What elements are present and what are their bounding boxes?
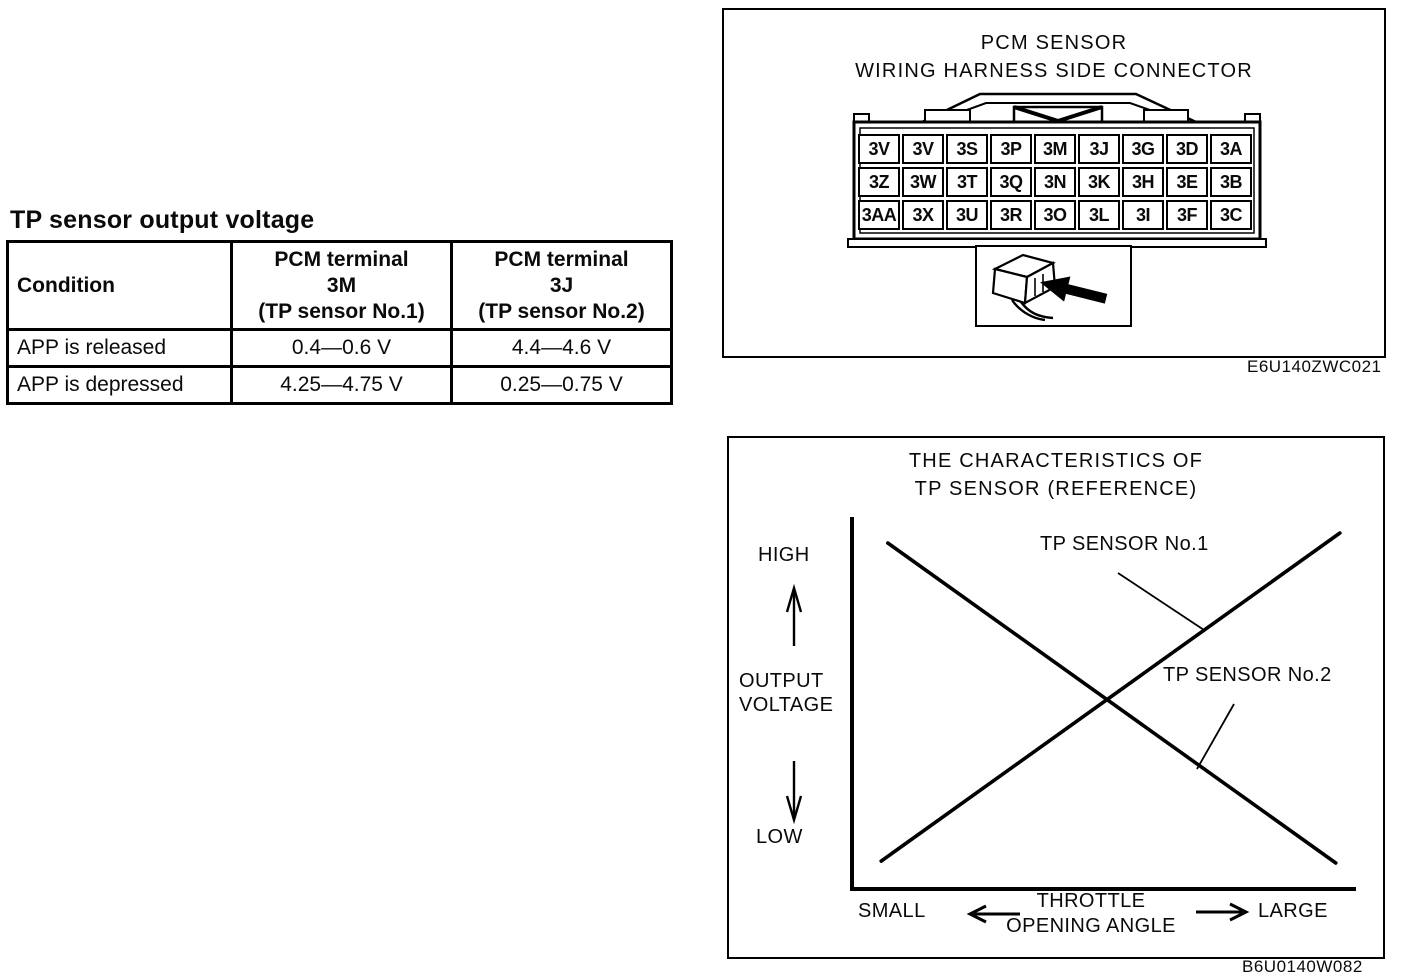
connector-pin-r2-c5: 3N bbox=[1034, 167, 1076, 197]
connector-pin-r3-c5: 3O bbox=[1034, 200, 1076, 230]
y-axis-high-label: HIGH bbox=[758, 544, 810, 566]
connector-pin-r1-c6: 3J bbox=[1078, 134, 1120, 164]
connector-title-line1: PCM SENSOR bbox=[980, 32, 1128, 54]
y-axis-title-line1: OUTPUT bbox=[739, 670, 824, 692]
leader-line-sensor1 bbox=[1118, 573, 1204, 630]
connector-pin-r3-c8: 3F bbox=[1166, 200, 1208, 230]
connector-figure-panel bbox=[722, 8, 1386, 358]
connector-pin-r1-c8: 3D bbox=[1166, 134, 1208, 164]
connector-pin-r3-c9: 3C bbox=[1210, 200, 1252, 230]
leader-line-sensor2 bbox=[1197, 704, 1234, 769]
connector-pin-r2-c1: 3Z bbox=[858, 167, 900, 197]
connector-pin-r2-c9: 3B bbox=[1210, 167, 1252, 197]
series-label-tp-sensor-no1: TP SENSOR No.1 bbox=[1040, 533, 1209, 555]
chart-figure-code: B6U0140W082 bbox=[1242, 957, 1363, 976]
y-axis-low-label: LOW bbox=[756, 826, 803, 848]
value-cell: 0.4—0.6 V bbox=[232, 330, 452, 367]
connector-pin-grid bbox=[858, 134, 1252, 230]
condition-cell: APP is depressed bbox=[8, 367, 232, 404]
connector-pin-r2-c3: 3T bbox=[946, 167, 988, 197]
connector-pin-r1-c7: 3G bbox=[1122, 134, 1164, 164]
chart-title-line1: THE CHARACTERISTICS OF bbox=[908, 450, 1204, 472]
connector-pin-r3-c6: 3L bbox=[1078, 200, 1120, 230]
connector-pin-r2-c2: 3W bbox=[902, 167, 944, 197]
condition-cell: APP is released bbox=[8, 330, 232, 367]
x-axis-title-line1: THROTTLE bbox=[1036, 890, 1146, 912]
connector-pin-r1-c9: 3A bbox=[1210, 134, 1252, 164]
chart-line-tp-sensor-no-1 bbox=[881, 533, 1340, 861]
value-cell: 0.25—0.75 V bbox=[452, 367, 672, 404]
connector-title-line2: WIRING HARNESS SIDE CONNECTOR bbox=[855, 60, 1253, 82]
connector-pin-r2-c4: 3Q bbox=[990, 167, 1032, 197]
connector-pin-r1-c5: 3M bbox=[1034, 134, 1076, 164]
connector-pin-r2-c7: 3H bbox=[1122, 167, 1164, 197]
table-header-row bbox=[8, 242, 672, 330]
table-row bbox=[8, 330, 672, 367]
connector-pin-r1-c1: 3V bbox=[858, 134, 900, 164]
table-title: TP sensor output voltage bbox=[10, 206, 315, 234]
connector-pin-r2-c6: 3K bbox=[1078, 167, 1120, 197]
value-cell: 4.25—4.75 V bbox=[232, 367, 452, 404]
tp-sensor-voltage-table bbox=[6, 240, 673, 405]
connector-pin-r1-c4: 3P bbox=[990, 134, 1032, 164]
chart-title-line2: TP SENSOR (REFERENCE) bbox=[914, 478, 1198, 500]
connector-pin-r3-c4: 3R bbox=[990, 200, 1032, 230]
connector-pin-r3-c3: 3U bbox=[946, 200, 988, 230]
plug-pictogram-box bbox=[975, 245, 1132, 327]
connector-pin-r1-c3: 3S bbox=[946, 134, 988, 164]
x-axis-title-line2: OPENING ANGLE bbox=[1006, 915, 1176, 937]
col-header-terminal-3j: PCM terminal 3J (TP sensor No.2) bbox=[452, 242, 672, 330]
chart-line-tp-sensor-no-2 bbox=[888, 543, 1336, 863]
col-header-terminal-3m: PCM terminal 3M (TP sensor No.1) bbox=[232, 242, 452, 330]
chart-series-lines bbox=[881, 533, 1340, 863]
arrow-up-icon bbox=[787, 588, 801, 646]
arrow-down-icon bbox=[787, 761, 801, 820]
x-axis-large-label: LARGE bbox=[1258, 900, 1328, 922]
connector-pin-r3-c7: 3I bbox=[1122, 200, 1164, 230]
y-axis-title-line2: VOLTAGE bbox=[739, 694, 834, 716]
connector-pin-r3-c1: 3AA bbox=[858, 200, 900, 230]
x-axis-small-label: SMALL bbox=[858, 900, 926, 922]
connector-pin-r2-c8: 3E bbox=[1166, 167, 1208, 197]
series-label-tp-sensor-no2: TP SENSOR No.2 bbox=[1163, 664, 1332, 686]
connector-pin-r3-c2: 3X bbox=[902, 200, 944, 230]
col-header-condition: Condition bbox=[8, 242, 232, 330]
connector-figure-code: E6U140ZWC021 bbox=[1247, 357, 1382, 376]
connector-pin-r1-c2: 3V bbox=[902, 134, 944, 164]
connector-plug-icon bbox=[977, 247, 1126, 321]
value-cell: 4.4—4.6 V bbox=[452, 330, 672, 367]
arrow-right-icon bbox=[1196, 904, 1246, 920]
tp-characteristics-chart-panel bbox=[727, 436, 1385, 959]
table-row bbox=[8, 367, 672, 404]
